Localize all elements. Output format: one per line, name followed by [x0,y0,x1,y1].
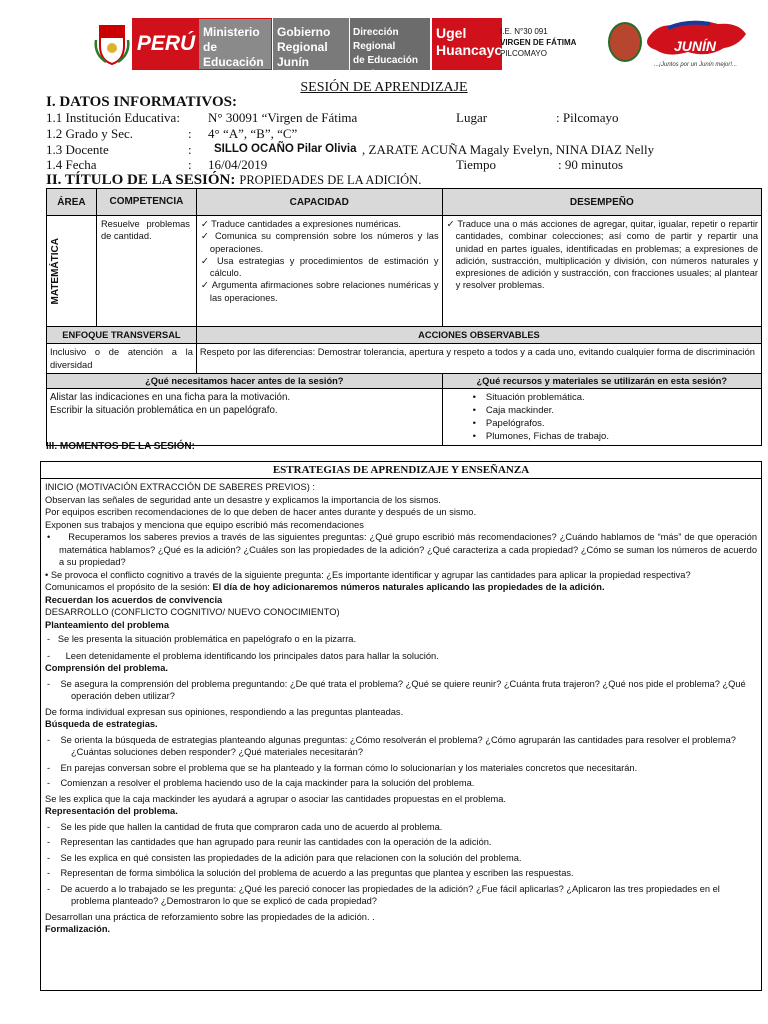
list-item: - Se les presenta la situación problemática en papelógrafo o en la pizarra. [47,634,357,644]
ugel-logo [432,18,502,70]
list-item: - Se asegura la comprensión del problema preguntando: ¿De qué trata el problema? ¿Qué se quiere reunir? ¿Cuánta fruta trajeron? ¿Qué nos pide el problema? ¿Qué operación deben utilizar? [47,678,746,701]
recursos-list [473,391,758,443]
inst-value: N° 30091 “Virgen de Fátima [208,110,358,125]
proposito-text: El día de hoy adicionaremos números naturales aplicando las propiedades de la adición. [212,582,605,592]
list-item: - Representan de forma simbólica la solución del problema de acuerdo a las preguntas que plantea y escriben las respuestas. [47,868,574,878]
area-value: MATEMÁTICA [50,237,61,305]
list-item [45,581,757,594]
list-item: De forma individual expresan sus opiniones, respondiendo a las preguntas planteadas. [45,706,404,717]
enfoque-header [47,327,197,344]
list-item: • Caja mackinder. [473,404,758,417]
fecha-label: 1.4 Fecha [46,157,97,172]
acciones-header [196,327,761,344]
docente-label: 1.3 Docente [46,142,109,157]
list-item: Recuerdan los acuerdos de convivencia [45,594,223,605]
peru-coat-of-arms-icon [92,20,132,66]
recursos-header [442,373,761,388]
list-item: • Se provoca el conflicto cognitivo a través de la siguiente pregunta: ¿Es importante identificar y agrupar las cantidades para aplicar la propiedad respectiva? [45,569,691,580]
list-item: - Se les explica en qué consisten las propiedades de la adición para que relacionen con la solución del problema. [47,852,522,863]
subheading: Planteamiento del problema [45,619,169,630]
conflicto-text: Se provoca el conflicto cognitivo a través de la siguiente pregunta: ¿Es importante identificar y agrupar las cantidades para aplicar la propiedad respectiva? [50,569,691,580]
docente-value-b: , ZARATE ACUÑA Magaly Evelyn, NINA DIAZ Nelly [362,142,655,157]
item-text: Se les presenta la situación problemática en papelógrafo o en la pizarra. [57,634,357,644]
antes-item: Alistar las indicaciones en una ficha para la motivación. [50,392,291,404]
list-item: - De acuerdo a lo trabajado se les pregunta: ¿Qué les pareció conocer las propiedades de la adición? ¿Fue fácil aplicarlas? ¿Aplicaron las tres propiedades en el problema planteado? ¿Demostraron lo que se explicó de cada propiedad? [47,883,720,906]
list-item: • Recuperamos los saberes previos a través de las siguientes preguntas: ¿Qué grupo escribió más recomendaciones? ¿Cuándo hablamos de “más” de que operación matemática hablamos? ¿Qué es la adición? ¿Cuáles son las propiedades de la adición? ¿Qué caracteriza a cada propiedad? ¿Cómo se suman los números de acuerdo a su propiedad? [47,532,757,567]
subheading: Comprensión del problema. [45,663,168,673]
docente-colon: : [188,142,192,157]
page-title: SESIÓN DE APRENDIZAJE [300,80,468,95]
lugar-label: Lugar [456,110,488,125]
antes-header-text: ¿Qué necesitamos hacer antes de la sesión? [145,375,344,386]
ugel-line1: Ugel [436,25,467,41]
antes-item: Escribir la situación problemática en un papelógrafo. [50,405,278,417]
section-titulo-heading: II. TÍTULO DE LA SESIÓN: [46,172,236,188]
subheading: Representación del problema. [45,806,178,816]
list-item: - Comienzan a resolver el problema haciendo uso de la caja mackinder para la solución del problema. [47,778,475,788]
grado-label: 1.2 Grado y Sec. [46,126,134,141]
acciones-header-text: ACCIONES OBSERVABLES [418,330,540,340]
junin-logo [638,16,752,74]
desarrollo-heading: DESARROLLO (CONFLICTO COGNITIVO/ NUEVO CONOCIMIENTO) [45,607,340,617]
header-competencia: COMPETENCIA [96,189,196,216]
direccion-line2: de Educación Junín [353,55,419,80]
list-item: - Se les pide que hallen la cantidad de fruta que compraron cada uno de acuerdo al problema. [47,821,443,832]
list-item: ✓ Usa estrategias y procedimientos de estimación y cálculo. [200,255,439,280]
docente-value-a: SILLO OCAÑO Pilar Olivia [214,143,357,155]
section-datos-heading: I. DATOS INFORMATIVOS: [46,94,237,110]
direccion-line1: Dirección Regional [353,27,399,52]
list-item: Desarrollan una práctica de reforzamiento sobre las propiedades de la adición. . [45,911,375,922]
list-item: - Representan las cantidades que han agrupado para reunir las cantidades con la operación de la adición. [47,837,492,847]
section-titulo [46,171,421,189]
item-text: Representan las cantidades que han agrupado para reunir las cantidades con la operación de la adición. [60,837,492,847]
item-text: Se orienta la búsqueda de estrategias planteando algunas preguntas: ¿Cómo resolverán el problema? ¿Cómo agruparán las cantidades para resolver el problema? ¿Cuántas soluciones deben responder? ¿Qué materiales necesitarán? [60,734,736,757]
estrategias-header: ESTRATEGIAS DE APRENDIZAJE Y ENSEÑANZA [41,462,762,479]
list-item: - Leen detenidamente el problema identificando los principales datos para hallar la solución. [47,650,439,661]
item-text: Leen detenidamente el problema identificando los principales datos para hallar la solución. [65,650,439,661]
estrategias-table [40,461,762,991]
grado-value: 4° “A”, “B”, “C” [208,126,298,141]
header-banner [92,16,752,80]
recursos-header-text: ¿Qué recursos y materiales se utilizarán en esta sesión? [476,375,728,386]
item-text: Se les explica en qué consisten las propiedades de la adición para que relacionen con la solución del problema. [60,852,522,863]
item-text: En parejas conversan sobre el problema que se ha planteado y la forman cómo lo solucionarían y los materiales concretos que necesitarán. [60,762,638,773]
ugel-line2: Huancayo [436,42,503,58]
enfoque-value: Inclusivo o de atención a la diversidad [47,344,197,374]
item-text: Comienzan a resolver el problema haciendo uso de la caja mackinder para la solución del problema. [60,778,475,788]
tiempo-label: Tiempo [456,157,496,172]
ie-name: VIRGEN DE FÁTIMA [500,38,577,47]
list-item: - Se orienta la búsqueda de estrategias planteando algunas preguntas: ¿Cómo resolverán el problema? ¿Cómo agruparán las cantidades para resolver el problema? ¿Cuántas soluciones deben responder? ¿Qué materiales necesitarán? [47,734,736,757]
header-area: ÁREA [47,189,97,216]
saberes-previos-text: Recuperamos los saberes previos a través de las siguientes preguntas: ¿Qué grupo escribió más recomendaciones? ¿Cuándo hablamos de “más” de que operación matemática hablamos? ¿Qué es la adición? ¿Cuáles son las propiedades de la adición? ¿Qué caracteriza a cada propiedad? ¿Cómo se suman los números de acuerdo a su propiedad? [59,532,757,567]
competencias-table [46,188,762,446]
fecha-value: 16/04/2019 [208,157,268,172]
desempeno-value: ✓ Traduce una o más acciones de agregar, quitar, igualar, repetir o repartir cantidades, combinar colecciones; así como de partir y repartir una unidad en partes iguales, identificadas en problemas; a expresiones de adición, sustracción, multiplicación y división, con números naturales y expresiones de adición y sustracción, con fracciones usuales; al plantear y resolver problemas. [446,218,758,292]
competencia-value: Resuelve problemas de cantidad. [96,216,196,327]
header-capacidad: CAPACIDAD [196,189,442,216]
lugar-value: : Pilcomayo [556,110,619,125]
gobierno-regional-logo [273,18,349,70]
list-item: ✓ Comunica su comprensión sobre los números y las operaciones. [200,230,439,255]
list-item: • Plumones, Fichas de trabajo. [473,430,758,443]
ministerio-line1: Ministerio [203,25,260,39]
enfoque-header-text: ENFOQUE TRANSVERSAL [62,330,181,340]
item-text: De acuerdo a lo trabajado se les pregunta: ¿Qué les pareció conocer las propiedades de la adición? ¿Fue fácil aplicarlas? ¿Aplicaron las tres propiedades en el problema planteado? ¿Demostraron lo que se explicó de cada propiedad? [60,883,720,906]
list-item: - En parejas conversan sobre el problema que se ha planteado y la forman cómo lo solucionarían y los materiales concretos que necesitarán. [47,762,638,773]
grado-colon: : [188,126,192,141]
list-item: Se les explica que la caja mackinder les ayudará a agrupar o asociar las cantidades propuestas en el problema. [45,793,506,804]
peru-text: PERÚ [133,19,199,69]
capacidades-list [200,218,439,304]
gobierno-line2: Regional Junín [277,40,328,69]
subheading: Formalización. [45,924,111,934]
ministerio-line2: de Educación [203,40,264,69]
section-momentos-heading: III. MOMENTOS DE LA SESIÓN: [46,441,195,452]
item-text: Se asegura la comprensión del problema preguntando: ¿De qué trata el problema? ¿Qué se quiere reunir? ¿Cuánta fruta trajeron? ¿Qué nos pide el problema? ¿Qué operación deben utilizar? [60,678,746,701]
inst-label: 1.1 Institución Educativa: [46,110,180,125]
subheading: Búsqueda de estrategias. [45,719,158,729]
item-text: Se les pide que hallen la cantidad de fruta que compraron cada uno de acuerdo al problema. [60,821,443,832]
item-text: Representan de forma simbólica la solución del problema de acuerdo a las preguntas que plantea y escriben las respuestas. [60,868,574,878]
list-item: • Situación problemática. [473,391,758,404]
list-item: Exponen sus trabajos y menciona que equipo escribió más recomendaciones [45,519,364,530]
proposito-label: Comunicamos el propósito de la sesión: [45,582,213,592]
list-item: ✓ Traduce cantidades a expresiones numéricas. [200,218,439,230]
gobierno-line1: Gobierno [277,25,331,39]
antes-header [47,373,443,388]
list-item: • Papelógrafos. [473,417,758,430]
junin-slogan: ...¡Juntos por un Junín mejor!... [654,62,738,68]
ie-place: PILCOMAYO [500,49,547,58]
acciones-value: Respeto por las diferencias: Demostrar tolerancia, apertura y respeto a todos y a cada uno, evitando cualquier forma de discriminación [196,344,761,374]
list-item: Observan las señales de seguridad ante un desastre y explicamos la importancia de los sismos. [45,494,441,505]
list-item: ✓ Argumenta afirmaciones sobre relaciones numéricas y las operaciones. [200,279,439,304]
inicio-heading: INICIO (MOTIVACIÓN EXTRACCIÓN DE SABERES PREVIOS) : [45,482,315,492]
direccion-regional-logo [350,18,430,80]
ministerio-logo [132,18,272,70]
header-desempeno: DESEMPEÑO [442,189,761,216]
ie-number: I.E. N°30 091 [500,27,548,36]
ie-shield-icon [608,22,642,62]
junin-text: JUNÍN [674,38,717,54]
list-item: Por equipos escriben recomendaciones de lo que deben de hacer antes durante y después de un sismo. [45,507,477,517]
tiempo-value: : 90 minutos [558,157,624,172]
session-title: PROPIEDADES DE LA ADICIÓN. [239,173,422,187]
fecha-colon: : [188,157,192,172]
